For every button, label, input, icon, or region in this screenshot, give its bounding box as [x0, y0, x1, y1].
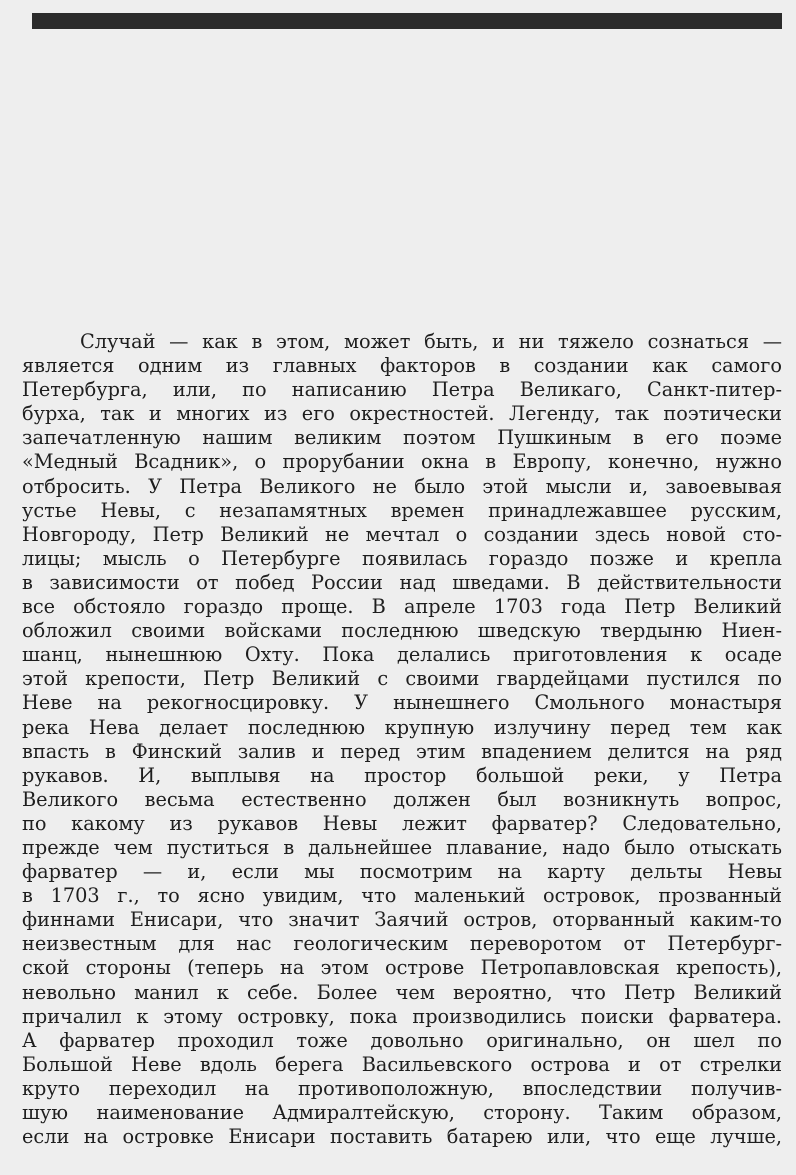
text-line: фарватер — и, если мы посмотрим на карту дельты Невы	[22, 860, 782, 884]
text-line: река Нева делает последнюю крупную излучину перед тем как	[22, 715, 782, 739]
text-line: неизвестным для нас геологическим переворотом от Петербург-	[22, 932, 782, 956]
top-rule	[32, 13, 782, 29]
text-line: Неве на рекогносцировку. У нынешнего Смольного монастыря	[22, 691, 782, 715]
text-line: причалил к этому островку, пока производились поиски фарватера.	[22, 1004, 782, 1028]
text-line: по какому из рукавов Невы лежит фарватер? Следовательно,	[22, 811, 782, 835]
text-line: «Медный Всадник», о прорубании окна в Европу, конечно, нужно	[22, 450, 782, 474]
text-line: шую наименование Адмиралтейскую, сторону. Таким образом,	[22, 1101, 782, 1124]
text-line: в зависимости от побед России над шведами. В действительности	[22, 570, 782, 594]
text-line: шанц, нынешнюю Охту. Пока делались приготовления к осаде	[22, 643, 782, 667]
text-line: впасть в Финский залив и перед этим впадением делится на ряд	[22, 739, 782, 763]
text-line: в 1703 г., то ясно увидим, что маленький островок, прозванный	[22, 884, 782, 908]
text-line: устье Невы, с незапамятных времен принадлежавшее русским,	[22, 498, 782, 522]
text-line: Случай — как в этом, может быть, и ни тяжело сознаться —	[80, 330, 782, 353]
text-line: ской стороны (теперь на этом острове Петропавловская крепость),	[22, 956, 782, 980]
text-line: невольно манил к себе. Более чем вероятно, что Петр Великий	[22, 980, 782, 1004]
text-line: Великого весьма естественно должен был возникнуть вопрос,	[22, 787, 782, 811]
text-line: отбросить. У Петра Великого не было этой мысли и, завоевывая	[22, 474, 782, 498]
text-line: если на островке Енисари поставить батарею или, что еще лучше,	[22, 1125, 782, 1149]
text-block	[22, 330, 782, 1149]
text-line: Большой Неве вдоль берега Васильевского острова и от стрелки	[22, 1052, 782, 1076]
text-line: является одним из главных факторов в создании как самого	[22, 354, 782, 378]
text-line: А фарватер проходил тоже довольно оригинально, он шел по	[22, 1028, 782, 1052]
text-line: Новгороду, Петр Великий не мечтал о создании здесь новой сто-	[22, 522, 782, 546]
text-line: этой крепости, Петр Великий с своими гвардейцами пустился по	[22, 667, 782, 691]
text-line: запечатленную нашим великим поэтом Пушкиным в его поэме	[22, 426, 782, 450]
text-line: обложил своими войсками последнюю шведскую твердыню Ниен-	[22, 619, 782, 643]
text-line: финнами Енисари, что значит Заячий остров, оторванный каким-то	[22, 908, 782, 932]
text-line: бурха, так и многих из его окрестностей. Легенду, так поэтически	[22, 402, 782, 426]
text-line: лицы; мысль о Петербурге появилась гораздо позже и крепла	[22, 546, 782, 570]
text-line: все обстояло гораздо проще. В апреле 1703 года Петр Великий	[22, 595, 782, 619]
text-line: прежде чем пуститься в дальнейшее плавание, надо было отыскать	[22, 835, 782, 859]
text-line: рукавов. И, выплывя на простор большой реки, у Петра	[22, 763, 782, 787]
text-line: Петербурга, или, по написанию Петра Великаго, Санкт-питер-	[22, 378, 782, 402]
text-line: круто переходил на противоположную, впоследствии получив-	[22, 1076, 782, 1100]
